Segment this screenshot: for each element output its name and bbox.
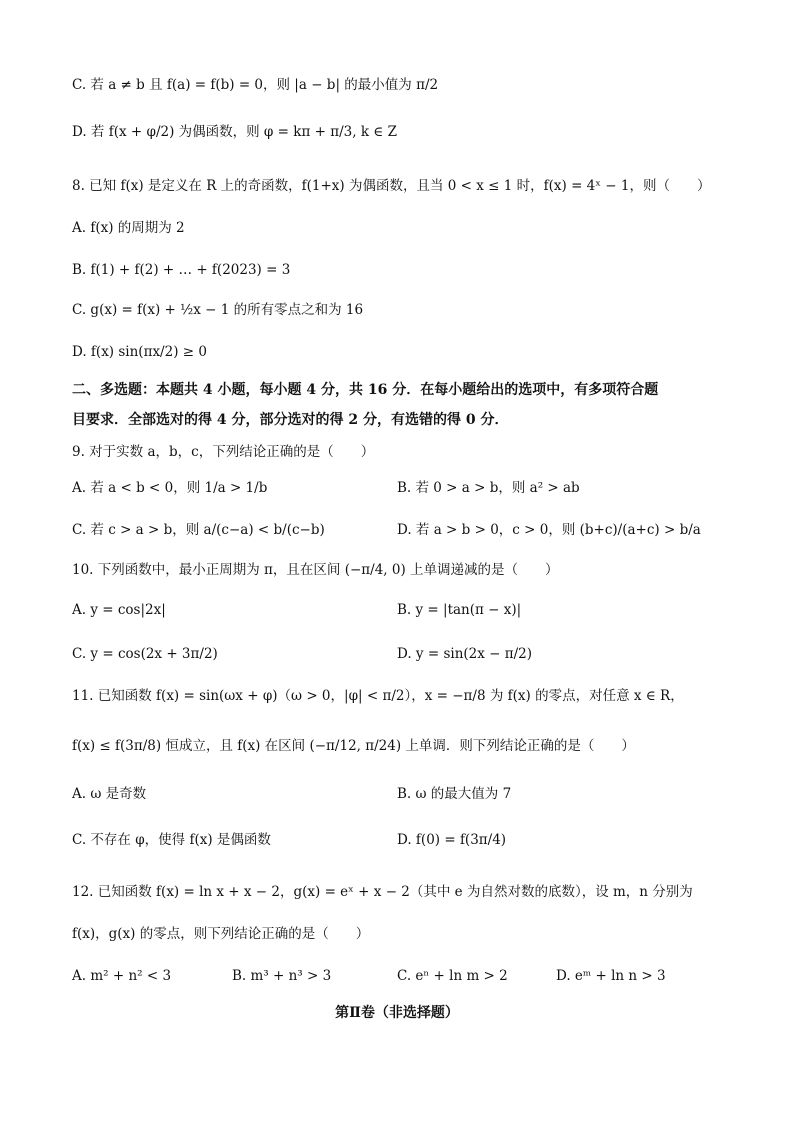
q9-option-b: B. 若 0 > a > b，则 a² > ab bbox=[397, 480, 580, 496]
q8-stem: 8. 已知 f(x) 是定义在 R 上的奇函数，f(1+x) 为偶函数，且当 0 < x ≤ 1 时，f(x) = 4ˣ − 1，则（ ） bbox=[72, 178, 711, 194]
q9-option-c: C. 若 c > a > b，则 a/(c−a) < b/(c−b) bbox=[72, 522, 325, 538]
q11-option-d: D. f(0) = f(3π/4) bbox=[397, 832, 507, 848]
q12-option-b: B. m³ + n³ > 3 bbox=[232, 968, 332, 984]
q7-option-d: D. 若 f(x + φ/2) 为偶函数，则 φ = kπ + π/3, k ∈ Z bbox=[72, 124, 397, 140]
q12-option-c: C. eⁿ + ln m > 2 bbox=[397, 968, 508, 984]
section2-heading-line2: 目要求．全部选对的得 4 分，部分选对的得 2 分，有选错的得 0 分． bbox=[72, 412, 509, 428]
q9-option-a: A. 若 a < b < 0，则 1/a > 1/b bbox=[72, 480, 268, 496]
q9-stem: 9. 对于实数 a，b，c，下列结论正确的是（ ） bbox=[72, 444, 375, 460]
q9-option-d: D. 若 a > b > 0，c > 0，则 (b+c)/(a+c) > b/a bbox=[397, 522, 701, 538]
q10-option-c: C. y = cos(2x + 3π/2) bbox=[72, 646, 218, 662]
q8-option-c: C. g(x) = f(x) + ½x − 1 的所有零点之和为 16 bbox=[72, 302, 364, 318]
q10-option-b: B. y = |tan(π − x)| bbox=[397, 602, 522, 618]
q10-option-a: A. y = cos|2x| bbox=[72, 602, 166, 618]
q8-option-a: A. f(x) 的周期为 2 bbox=[72, 220, 185, 236]
q12-option-d: D. eᵐ + ln n > 3 bbox=[556, 968, 666, 984]
q11-option-a: A. ω 是奇数 bbox=[72, 786, 147, 802]
q11-option-c: C. 不存在 φ，使得 f(x) 是偶函数 bbox=[72, 832, 271, 848]
q11-stem-line1: 11. 已知函数 f(x) = sin(ωx + φ)（ω > 0，|φ| < π/2），x = −π/8 为 f(x) 的零点，对任意 x ∈ R， bbox=[72, 688, 684, 704]
q11-option-b: B. ω 的最大值为 7 bbox=[397, 786, 512, 802]
q8-option-b: B. f(1) + f(2) + … + f(2023) = 3 bbox=[72, 262, 291, 278]
part2-title: 第Ⅱ卷（非选择题） bbox=[335, 1005, 459, 1021]
q8-option-d: D. f(x) sin(πx/2) ≥ 0 bbox=[72, 344, 207, 360]
q12-stem-line1: 12. 已知函数 f(x) = ln x + x − 2，g(x) = eˣ + x − 2（其中 e 为自然对数的底数），设 m，n 分别为 bbox=[72, 884, 693, 900]
q10-option-d: D. y = sin(2x − π/2) bbox=[397, 646, 533, 662]
q10-stem: 10. 下列函数中，最小正周期为 π，且在区间 (−π/4, 0) 上单调递减的是（ ） bbox=[72, 562, 559, 578]
q11-stem-line2: f(x) ≤ f(3π/8) 恒成立，且 f(x) 在区间 (−π/12, π/24) 上单调．则下列结论正确的是（ ） bbox=[72, 738, 635, 754]
q12-option-a: A. m² + n² < 3 bbox=[72, 968, 172, 984]
q7-option-c: C. 若 a ≠ b 且 f(a) = f(b) = 0，则 |a − b| 的最小值为 π/2 bbox=[72, 77, 439, 93]
q12-stem-line2: f(x)，g(x) 的零点，则下列结论正确的是（ ） bbox=[72, 926, 370, 942]
section2-heading-line1: 二、多选题：本题共 4 小题，每小题 4 分，共 16 分．在每小题给出的选项中，有多项符合题 bbox=[72, 382, 659, 398]
